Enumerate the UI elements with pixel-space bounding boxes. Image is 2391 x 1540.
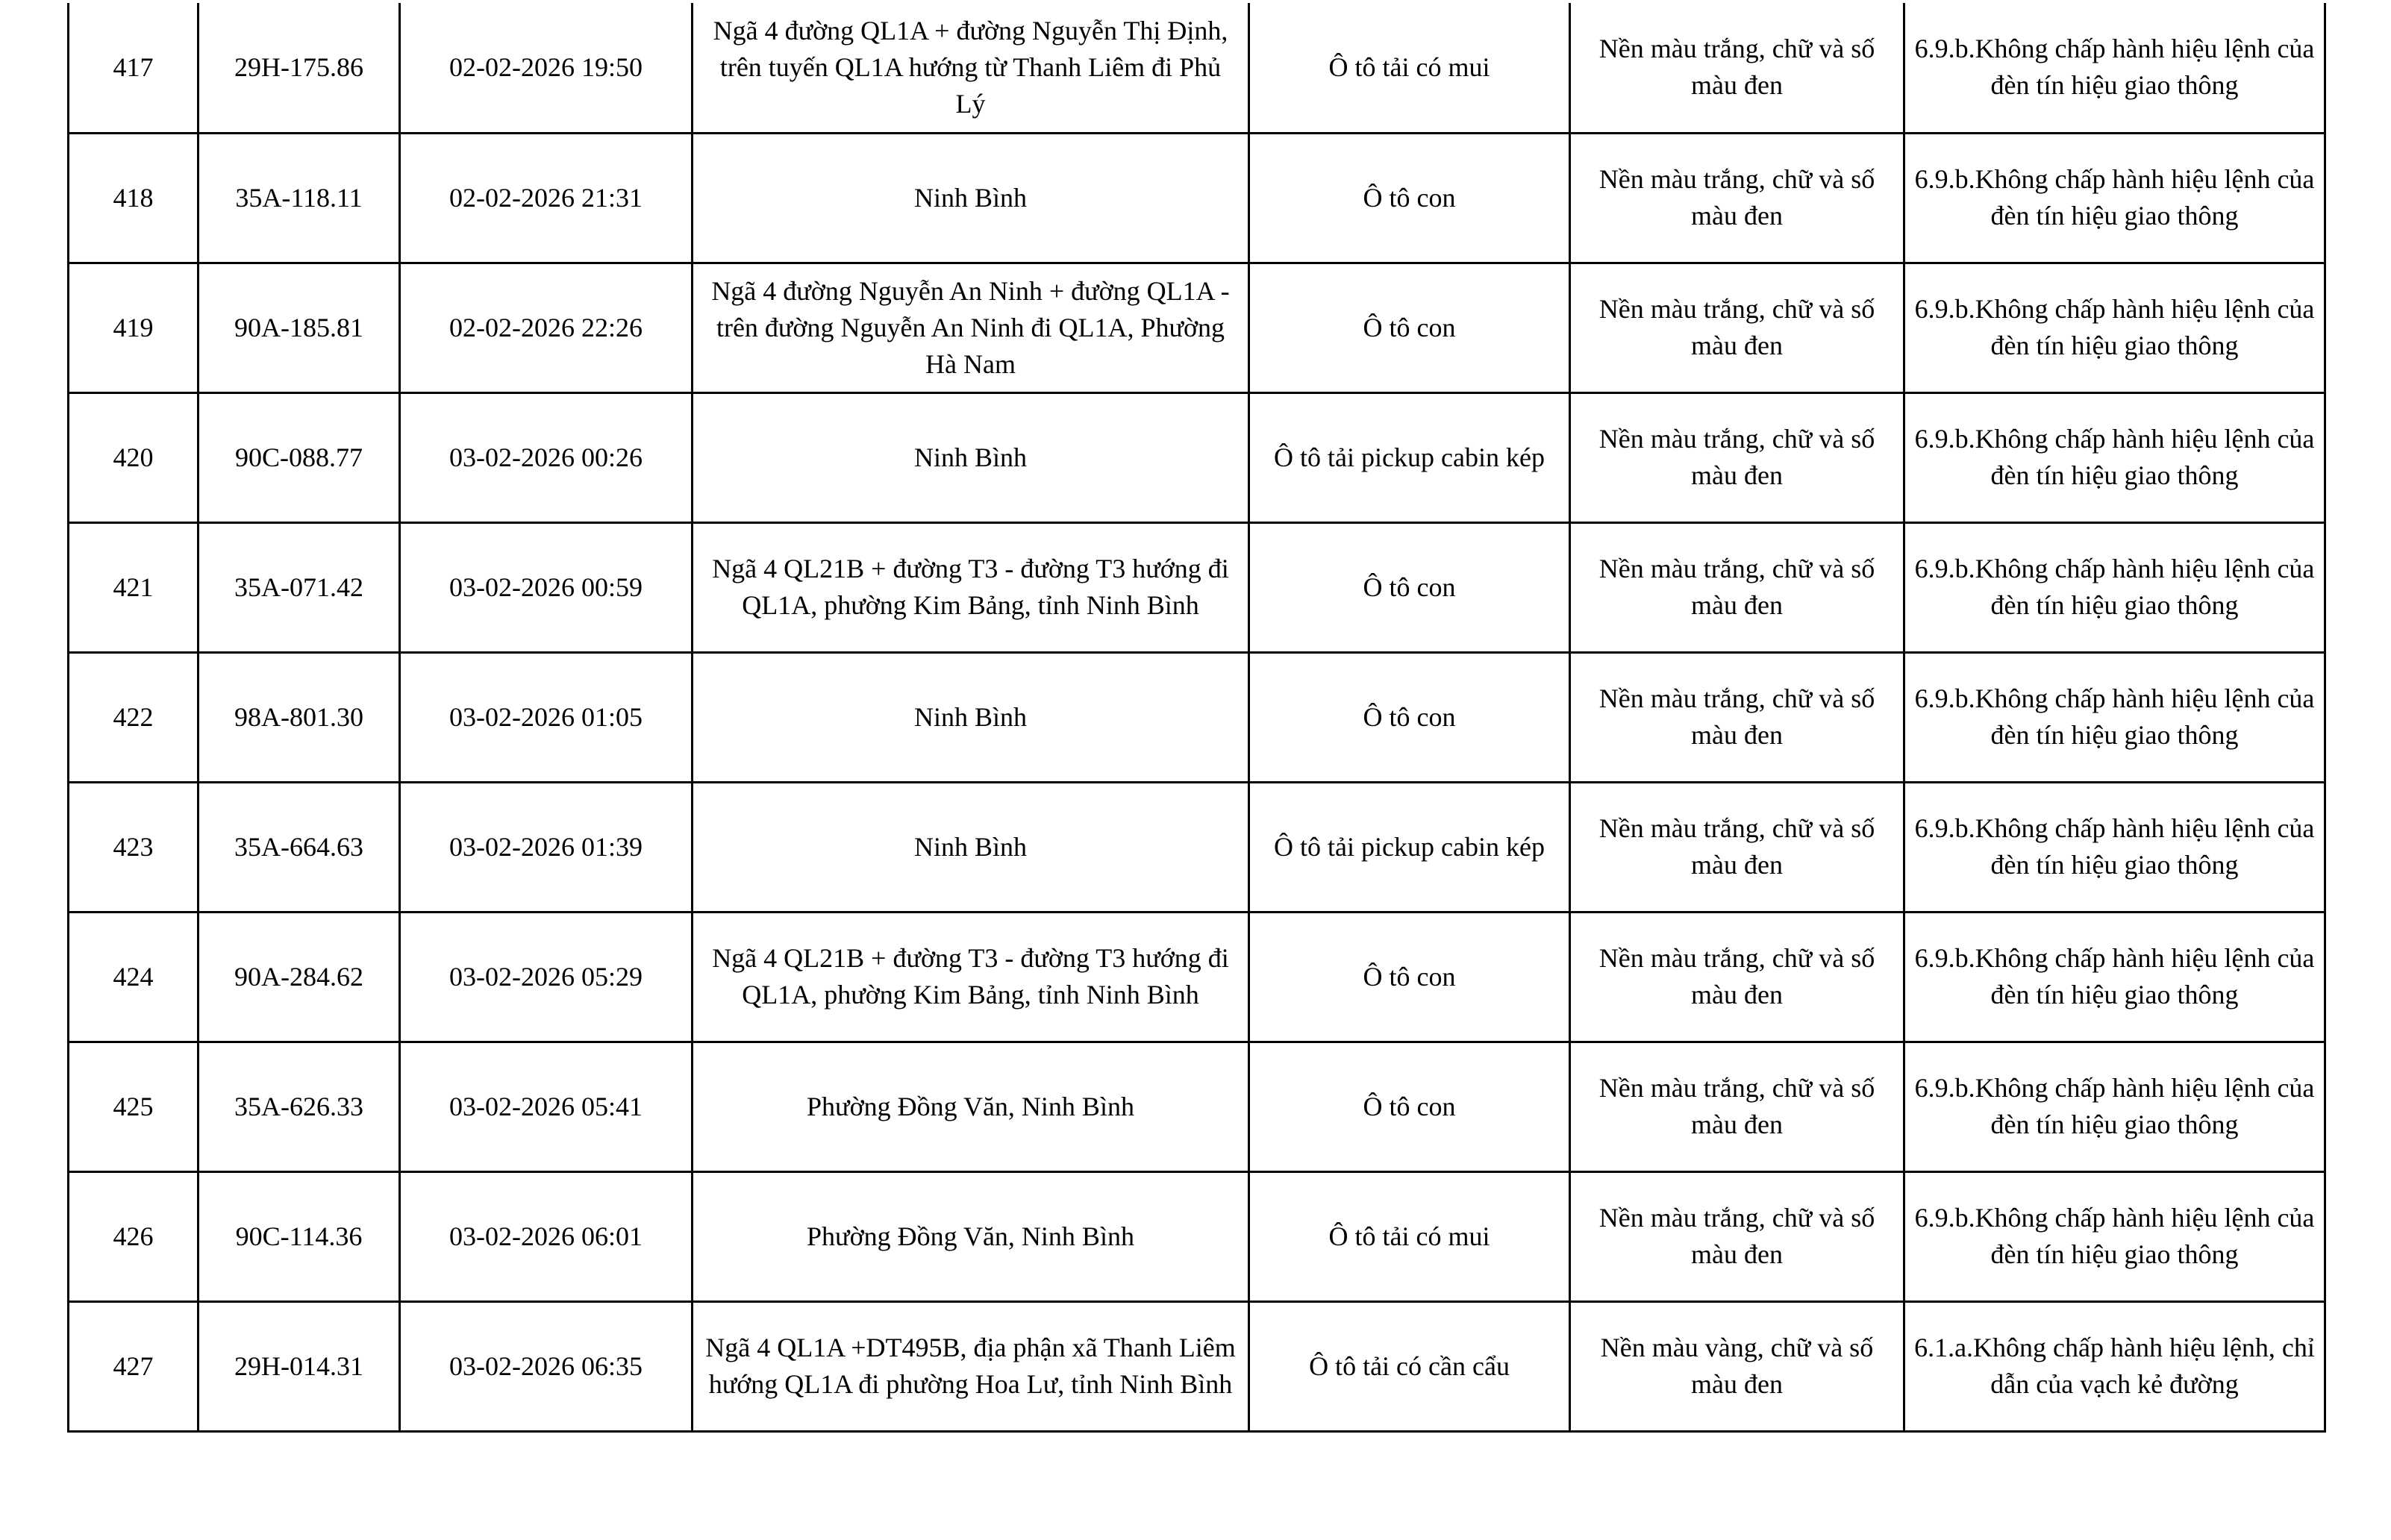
license-plate-cell: 90C-088.77	[199, 392, 400, 522]
vehicle-type-cell: Ô tô tải có mui	[1249, 3, 1570, 133]
location-cell: Phường Đồng Văn, Ninh Bình	[693, 1171, 1249, 1301]
location-cell: Ngã 4 QL21B + đường T3 - đường T3 hướng đi QL1A, phường Kim Bảng, tỉnh Ninh Bình	[693, 912, 1249, 1042]
row-number-cell: 424	[69, 912, 199, 1042]
vehicle-type-cell: Ô tô tải pickup cabin kép	[1249, 782, 1570, 912]
location-cell: Ninh Bình	[693, 782, 1249, 912]
violation-time-cell: 03-02-2026 00:26	[400, 392, 693, 522]
license-plate-cell: 35A-071.42	[199, 522, 400, 652]
license-plate-cell: 35A-664.63	[199, 782, 400, 912]
location-cell: Phường Đồng Văn, Ninh Bình	[693, 1042, 1249, 1171]
plate-color-cell: Nền màu trắng, chữ và số màu đen	[1570, 392, 1904, 522]
violation-cell: 6.9.b.Không chấp hành hiệu lệnh của đèn tín hiệu giao thông	[1904, 782, 2325, 912]
violation-time-cell: 02-02-2026 22:26	[400, 263, 693, 392]
vehicle-type-cell: Ô tô tải có cần cẩu	[1249, 1301, 1570, 1431]
plate-color-cell: Nền màu trắng, chữ và số màu đen	[1570, 522, 1904, 652]
location-cell: Ngã 4 đường QL1A + đường Nguyễn Thị Định, trên tuyến QL1A hướng từ Thanh Liêm đi Phủ Lý	[693, 3, 1249, 133]
vehicle-type-cell: Ô tô con	[1249, 133, 1570, 263]
license-plate-cell: 90A-185.81	[199, 263, 400, 392]
violation-time-cell: 03-02-2026 01:39	[400, 782, 693, 912]
location-cell: Ngã 4 đường Nguyễn An Ninh + đường QL1A - trên đường Nguyễn An Ninh đi QL1A, Phường Hà Nam	[693, 263, 1249, 392]
table-row	[69, 392, 2325, 522]
row-number-cell: 426	[69, 1171, 199, 1301]
violation-time-cell: 03-02-2026 06:01	[400, 1171, 693, 1301]
plate-color-cell: Nền màu trắng, chữ và số màu đen	[1570, 1171, 1904, 1301]
table-row	[69, 912, 2325, 1042]
plate-color-cell: Nền màu trắng, chữ và số màu đen	[1570, 1042, 1904, 1171]
violation-cell: 6.1.a.Không chấp hành hiệu lệnh, chỉ dẫn của vạch kẻ đường	[1904, 1301, 2325, 1431]
violation-cell: 6.9.b.Không chấp hành hiệu lệnh của đèn tín hiệu giao thông	[1904, 263, 2325, 392]
license-plate-cell: 90C-114.36	[199, 1171, 400, 1301]
plate-color-cell: Nền màu trắng, chữ và số màu đen	[1570, 3, 1904, 133]
violation-cell: 6.9.b.Không chấp hành hiệu lệnh của đèn tín hiệu giao thông	[1904, 392, 2325, 522]
license-plate-cell: 98A-801.30	[199, 652, 400, 782]
row-number-cell: 422	[69, 652, 199, 782]
row-number-cell: 425	[69, 1042, 199, 1171]
vehicle-type-cell: Ô tô con	[1249, 912, 1570, 1042]
vehicle-type-cell: Ô tô con	[1249, 522, 1570, 652]
violation-cell: 6.9.b.Không chấp hành hiệu lệnh của đèn tín hiệu giao thông	[1904, 1171, 2325, 1301]
location-cell: Ngã 4 QL21B + đường T3 - đường T3 hướng đi QL1A, phường Kim Bảng, tỉnh Ninh Bình	[693, 522, 1249, 652]
plate-color-cell: Nền màu trắng, chữ và số màu đen	[1570, 263, 1904, 392]
license-plate-cell: 35A-626.33	[199, 1042, 400, 1171]
table-row	[69, 522, 2325, 652]
table-row	[69, 1042, 2325, 1171]
violation-time-cell: 03-02-2026 00:59	[400, 522, 693, 652]
violation-time-cell: 02-02-2026 21:31	[400, 133, 693, 263]
vehicle-type-cell: Ô tô con	[1249, 263, 1570, 392]
row-number-cell: 419	[69, 263, 199, 392]
vehicle-type-cell: Ô tô con	[1249, 1042, 1570, 1171]
vehicle-type-cell: Ô tô tải có mui	[1249, 1171, 1570, 1301]
location-cell: Ninh Bình	[693, 133, 1249, 263]
plate-color-cell: Nền màu trắng, chữ và số màu đen	[1570, 912, 1904, 1042]
table-row	[69, 133, 2325, 263]
table-row	[69, 1301, 2325, 1431]
row-number-cell: 420	[69, 392, 199, 522]
violation-cell: 6.9.b.Không chấp hành hiệu lệnh của đèn tín hiệu giao thông	[1904, 3, 2325, 133]
violation-time-cell: 03-02-2026 05:29	[400, 912, 693, 1042]
row-number-cell: 427	[69, 1301, 199, 1431]
table-body	[69, 3, 2325, 1431]
violation-cell: 6.9.b.Không chấp hành hiệu lệnh của đèn tín hiệu giao thông	[1904, 133, 2325, 263]
license-plate-cell: 29H-014.31	[199, 1301, 400, 1431]
plate-color-cell: Nền màu trắng, chữ và số màu đen	[1570, 133, 1904, 263]
vehicle-type-cell: Ô tô tải pickup cabin kép	[1249, 392, 1570, 522]
violation-cell: 6.9.b.Không chấp hành hiệu lệnh của đèn tín hiệu giao thông	[1904, 912, 2325, 1042]
license-plate-cell: 90A-284.62	[199, 912, 400, 1042]
row-number-cell: 418	[69, 133, 199, 263]
plate-color-cell: Nền màu vàng, chữ và số màu đen	[1570, 1301, 1904, 1431]
vehicle-type-cell: Ô tô con	[1249, 652, 1570, 782]
row-number-cell: 421	[69, 522, 199, 652]
violation-cell: 6.9.b.Không chấp hành hiệu lệnh của đèn tín hiệu giao thông	[1904, 522, 2325, 652]
row-number-cell: 417	[69, 3, 199, 133]
table-row	[69, 652, 2325, 782]
table-row	[69, 3, 2325, 133]
table-row	[69, 782, 2325, 912]
location-cell: Ninh Bình	[693, 392, 1249, 522]
license-plate-cell: 29H-175.86	[199, 3, 400, 133]
location-cell: Ngã 4 QL1A +DT495B, địa phận xã Thanh Liêm hướng QL1A đi phường Hoa Lư, tỉnh Ninh Bình	[693, 1301, 1249, 1431]
violation-time-cell: 03-02-2026 01:05	[400, 652, 693, 782]
table-row	[69, 1171, 2325, 1301]
violation-time-cell: 02-02-2026 19:50	[400, 3, 693, 133]
location-cell: Ninh Bình	[693, 652, 1249, 782]
license-plate-cell: 35A-118.11	[199, 133, 400, 263]
violation-time-cell: 03-02-2026 05:41	[400, 1042, 693, 1171]
violation-time-cell: 03-02-2026 06:35	[400, 1301, 693, 1431]
violation-cell: 6.9.b.Không chấp hành hiệu lệnh của đèn tín hiệu giao thông	[1904, 652, 2325, 782]
plate-color-cell: Nền màu trắng, chữ và số màu đen	[1570, 782, 1904, 912]
plate-color-cell: Nền màu trắng, chữ và số màu đen	[1570, 652, 1904, 782]
row-number-cell: 423	[69, 782, 199, 912]
table-row	[69, 263, 2325, 392]
violation-cell: 6.9.b.Không chấp hành hiệu lệnh của đèn tín hiệu giao thông	[1904, 1042, 2325, 1171]
violations-table	[67, 3, 2326, 1433]
